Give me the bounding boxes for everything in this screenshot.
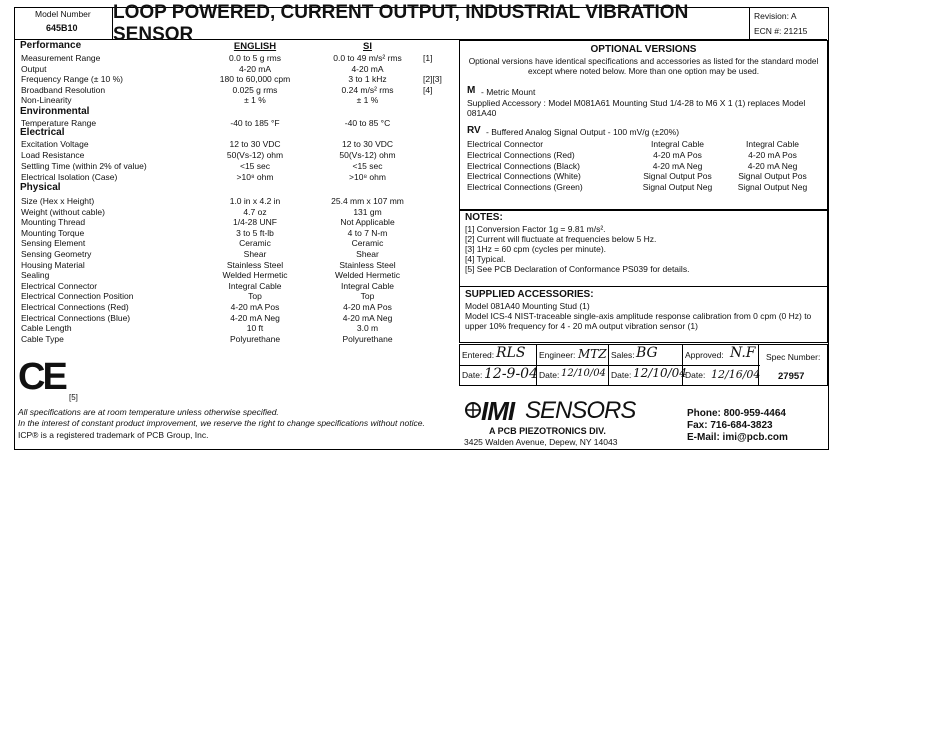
ecn-label: ECN #: 21215: [754, 26, 808, 36]
spec-physical-si: Integral Cable: [341, 280, 394, 291]
spec-environmental-label: Temperature Range: [21, 118, 97, 128]
spec-performance-si: 4-20 mA: [351, 63, 384, 74]
spec-physical-si: Shear: [356, 249, 379, 259]
spec-electrical-si: >10⁸ ohm: [349, 172, 386, 182]
spec-physical-en: 4-20 mA Pos: [230, 302, 280, 312]
spec-electrical-si: 50(Vs-12) ohm: [339, 150, 396, 160]
option-m-desc-2: 081A40: [467, 108, 497, 118]
notes-box: [459, 209, 828, 287]
rv-row-label: Electrical Connections (Red): [467, 149, 575, 160]
column-si: SI: [363, 41, 372, 52]
spec-physical-en: Welded Hermetic: [222, 270, 288, 281]
spec-physical-en: 3 to 5 ft-lb: [236, 227, 274, 238]
note-item: [2] Current will fluctuate at frequencies below 5 Hz.: [465, 234, 657, 244]
spec-physical-si: Welded Hermetic: [334, 270, 401, 281]
ce-mark: CE: [18, 356, 65, 398]
spec-physical-en: 1/4-28 UNF: [233, 217, 277, 228]
note-item: [4] Typical.: [465, 254, 506, 264]
notes-title: NOTES:: [465, 212, 503, 223]
spec-performance-note: [2][3]: [423, 74, 442, 85]
spec-performance-label: Output: [21, 63, 47, 74]
rv-row-si: 4-20 mA Pos: [748, 149, 797, 160]
logo-imi-text: IMI: [481, 396, 515, 426]
spec-performance-label: Frequency Range (± 10 %): [21, 74, 123, 85]
model-number-label: Model Number: [35, 9, 91, 19]
spec-performance-label: Broadband Resolution: [21, 84, 106, 95]
company-phone: Phone: 800-959-4464: [687, 408, 786, 419]
spec-environmental-en: -40 to 185 °F: [230, 118, 280, 128]
accessory-line-3: upper 10% frequency for 4 - 20 mA output vibration sensor (1): [465, 321, 698, 331]
spec-environmental-si: -40 to 85 °C: [344, 118, 391, 128]
spec-physical-label: Cable Type: [21, 333, 64, 344]
spec-performance-si: 0.24 m/s² rms: [341, 84, 394, 95]
spec-electrical-label: Excitation Voltage: [21, 139, 89, 149]
rv-row-en: 4-20 mA Pos: [653, 149, 702, 160]
model-number-box: [15, 8, 113, 40]
rv-row-label: Electrical Connections (White): [467, 171, 581, 182]
optional-intro-2: except where noted below. More than one option may be used.: [527, 66, 760, 76]
engineer-signature: MTZ: [578, 347, 607, 361]
note-item: [5] See PCB Declaration of Conformance PS039 for details.: [465, 264, 690, 274]
spec-performance-en: ± 1 %: [244, 95, 266, 106]
spec-performance-en: 0.025 g rms: [232, 84, 278, 95]
spec-physical-label: Electrical Connections (Red): [21, 302, 129, 312]
spec-physical-en: 1.0 in x 4.2 in: [229, 196, 281, 206]
section-electrical: Electrical: [20, 127, 65, 138]
spec-sheet: [14, 1, 829, 450]
sales-signature: BG: [636, 345, 658, 361]
spec-physical-label: Electrical Connections (Blue): [21, 312, 131, 323]
spec-performance-note: [1]: [423, 53, 433, 63]
spec-physical-si: 4-20 mA Pos: [343, 302, 392, 312]
rv-row-en: Integral Cable: [651, 139, 704, 149]
sales-label: Sales:: [611, 350, 635, 360]
company-email: E-Mail: imi@pcb.com: [687, 432, 788, 443]
spec-physical-si: Ceramic: [351, 238, 384, 249]
spec-physical-label: Mounting Torque: [21, 227, 85, 238]
spec-physical-label: Sealing: [21, 270, 50, 281]
spec-electrical-en: 50(Vs-12) ohm: [226, 150, 284, 160]
spec-physical-si: 4 to 7 N-m: [347, 227, 388, 238]
spec-electrical-en: <15 sec: [239, 161, 270, 171]
spec-performance-note: [4]: [423, 84, 433, 95]
spec-physical-en: 4.7 oz: [243, 206, 267, 217]
accessory-line-2: Model ICS-4 NIST-traceable single-axis amplitude response calibration from 0 cpm (0 Hz) to: [465, 311, 812, 321]
document-title: [113, 1, 750, 45]
spec-physical-label: Mounting Thread: [21, 217, 86, 228]
spec-physical-en: Stainless Steel: [226, 259, 284, 270]
option-m-title: - Metric Mount: [481, 87, 536, 97]
approved-label: Approved:: [685, 350, 724, 360]
supplied-accessories-box: [459, 286, 828, 343]
revision-label: Revision: A: [754, 11, 797, 21]
rv-row-si: 4-20 mA Neg: [747, 160, 798, 171]
spec-physical-label: Housing Material: [21, 259, 85, 270]
footer-note-2: In the interest of constant product improvement, we reserve the right to change specifications without notice.: [18, 418, 425, 428]
date-1-label: Date:: [462, 370, 483, 380]
accessory-line-1: Model 081A40 Mounting Stud (1): [465, 301, 590, 311]
company-fax: Fax: 716-684-3823: [687, 420, 773, 431]
spec-number-value: 27957: [778, 371, 805, 382]
note-item: [3] 1Hz = 60 cpm (cycles per minute).: [465, 244, 607, 254]
date-3-label: Date:: [611, 370, 632, 380]
spec-physical-label: Size (Hex x Height): [21, 196, 95, 206]
spec-physical-si: 131 gm: [353, 206, 382, 217]
spec-performance-en: 180 to 60,000 cpm: [219, 74, 291, 85]
optional-versions-box: [459, 40, 828, 211]
model-number-value: 645B10: [46, 23, 78, 33]
option-rv-title: - Buffered Analog Signal Output - 100 mV/g (±20%): [486, 127, 680, 137]
company-address: 3425 Walden Avenue, Depew, NY 14043: [464, 437, 618, 447]
spec-performance-label: Non-Linearity: [21, 95, 72, 106]
rv-row-en: 4-20 mA Neg: [652, 160, 703, 171]
accessories-title: SUPPLIED ACCESSORIES:: [465, 289, 594, 300]
approval-grid: [459, 344, 828, 386]
spec-physical-si: 25.4 mm x 107 mm: [331, 196, 404, 206]
spec-electrical-en: 12 to 30 VDC: [229, 139, 281, 149]
logo-sensors-text: SENSORS: [525, 397, 636, 424]
spec-performance-si: 3 to 1 kHz: [348, 74, 387, 85]
spec-number-label: Spec Number:: [766, 352, 821, 362]
spec-performance-si: ± 1 %: [356, 95, 379, 106]
spec-physical-en: Ceramic: [239, 238, 271, 249]
date-3-value: 12/10/04: [633, 366, 687, 380]
spec-electrical-label: Electrical Isolation (Case): [21, 172, 118, 182]
spec-performance-label: Measurement Range: [21, 53, 101, 63]
note-item: [1] Conversion Factor 1g = 9.81 m/s².: [465, 224, 606, 234]
section-environmental: Environmental: [20, 106, 90, 117]
option-m-code: M: [467, 85, 476, 96]
spec-physical-si: 3.0 m: [356, 323, 379, 334]
spec-performance-en: 4-20 mA: [238, 63, 272, 74]
spec-physical-en: 10 ft: [246, 323, 264, 334]
specifications-table: [15, 40, 459, 412]
spec-physical-en: 4-20 mA Neg: [230, 312, 280, 323]
spec-physical-en: Shear: [243, 249, 267, 259]
entered-signature: RLS: [496, 345, 526, 361]
spec-performance-en: 0.0 to 5 g rms: [229, 53, 281, 63]
spec-performance-si: 0.0 to 49 m/s² rms: [333, 53, 402, 63]
optional-title: OPTIONAL VERSIONS: [590, 44, 697, 55]
spec-electrical-si: 12 to 30 VDC: [341, 139, 394, 149]
option-m-desc-1: Supplied Accessory : Model M081A61 Mounting Stud 1/4-28 to M6 X 1 (1) replaces Model: [467, 98, 806, 108]
entered-label: Entered:: [462, 350, 495, 360]
date-2-label: Date:: [539, 370, 560, 380]
spec-physical-label: Sensing Element: [21, 238, 86, 249]
rv-row-label: Electrical Connections (Black): [467, 160, 580, 171]
spec-electrical-label: Load Resistance: [21, 150, 85, 160]
rv-row-en: Signal Output Pos: [643, 171, 712, 182]
date-1-value: 12-9-04: [484, 366, 538, 382]
ce-note: [5]: [69, 393, 78, 402]
optional-intro-1: Optional versions have identical specifications and accessories as listed for the standard model: [468, 56, 819, 66]
footer-note-1: All specifications are at room temperature unless otherwise specified.: [18, 407, 279, 417]
engineer-label: Engineer:: [539, 350, 576, 360]
section-physical: Physical: [20, 182, 61, 193]
spec-electrical-en: >10⁸ ohm: [236, 172, 274, 182]
spec-physical-label: Electrical Connection Position: [21, 291, 134, 302]
spec-physical-label: Sensing Geometry: [21, 249, 92, 259]
revision-box: [750, 8, 827, 40]
footer-note-3: ICP® is a registered trademark of PCB Group, Inc.: [18, 430, 209, 440]
spec-physical-en: Integral Cable: [228, 280, 282, 291]
rv-row-label: Electrical Connections (Green): [467, 182, 583, 193]
date-4-value: 12/16/04: [711, 368, 761, 381]
date-4-label: Date:: [685, 370, 706, 380]
company-division: A PCB PIEZOTRONICS DIV.: [489, 426, 606, 436]
spec-electrical-label: Settling Time (within 2% of value): [21, 161, 147, 171]
spec-physical-label: Weight (without cable): [21, 206, 105, 217]
spec-physical-si: Top: [360, 291, 375, 302]
option-rv-code: RV: [467, 125, 481, 136]
spec-physical-si: Not Applicable: [340, 217, 395, 228]
rv-row-label: Electrical Connector: [467, 139, 544, 149]
spec-physical-si: Stainless Steel: [339, 259, 396, 270]
rv-row-en: Signal Output Neg: [642, 182, 713, 193]
column-english: ENGLISH: [233, 41, 277, 52]
rv-row-si: Integral Cable: [746, 139, 799, 149]
document-title-text: LOOP POWERED, CURRENT OUTPUT, INDUSTRIAL VIBRATION SENSOR: [113, 1, 689, 45]
spec-physical-label: Electrical Connector: [21, 280, 98, 291]
spec-physical-si: Polyurethane: [342, 333, 393, 344]
rv-row-si: Signal Output Neg: [737, 182, 808, 193]
spec-physical-si: 4-20 mA Neg: [342, 312, 393, 323]
rv-row-si: Signal Output Pos: [738, 171, 807, 182]
spec-physical-en: Top: [248, 291, 262, 302]
section-performance: Performance: [20, 40, 82, 51]
spec-electrical-si: <15 sec: [352, 161, 383, 171]
date-2-value: 12/10/04: [561, 368, 606, 379]
spec-physical-en: Polyurethane: [229, 333, 281, 344]
approved-signature: N.F: [730, 345, 756, 361]
spec-physical-label: Cable Length: [21, 323, 72, 334]
